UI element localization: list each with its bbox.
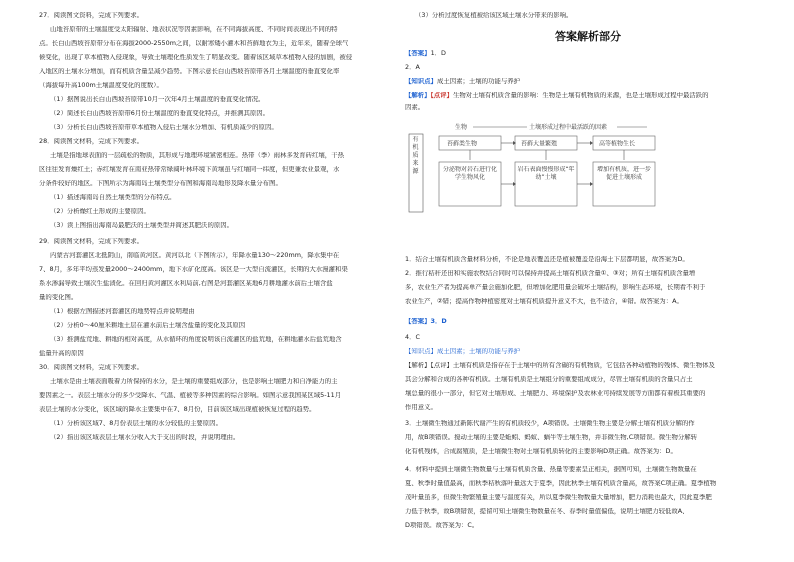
diagram-box-4-fo: [441, 166, 499, 204]
diagram-box-4-label: 分泌物对岩石进行化学生物风化: [442, 166, 497, 181]
diagram-box-3-label: 高等植物生长: [599, 140, 636, 148]
answer-tag: 【答案】: [405, 50, 431, 57]
explanation-line: 力低于秋季，故B项错误，提留可知土壤微生物数量在冬、春季时量值偏低，说明土壤肥力较低故A、: [405, 508, 689, 515]
text-line: 要因素之一。表层土壤水分的多少受降水、气温、植被等多种因素的综合影响。如图示意我国某区域5-11月: [39, 392, 342, 399]
diagram-box-5-fo: [517, 166, 575, 204]
text-line: 入地区的土壤水分增加，而有机质含量呈减少趋势。下图示意长白山西坡苔原带各月土壤温度的垂直变化率: [39, 68, 340, 75]
sub-question: （1）根据左图描述河套灌区的地势特点并说明理由: [50, 308, 195, 315]
sub-question: （3）读上图指出海南岛最肥沃的土壤类型并简述其肥沃的原因。: [50, 222, 234, 229]
diagram-box-6-label: 增加有机质，进一步促进土壤形成: [596, 166, 651, 181]
sub-question: （1）描述海南岛自然土壤类型的分布特点。: [50, 194, 176, 201]
diagram-side-label: 有机质来源: [412, 136, 419, 175]
knowledge-point-line: [405, 78, 520, 85]
text-line: 盐量升高的原因: [39, 350, 84, 357]
explanation-line: 作用意义。: [405, 404, 437, 411]
text-line: 内蒙古河套灌区北抵阴山，南临黄河区。黄河以北（下图所示），年降水量130～220mm，降水集中在: [50, 252, 340, 259]
text-line: 土壤水是由土壤表面吸着力所保持的水分，是土壤的重要组成部分，也是影响土壤肥力和自净能力的主: [50, 378, 338, 385]
text-line: （海拔每升高100m土壤温度变化的度数）。: [39, 82, 163, 89]
explanation-line: 用，故B项错误。搅动土壤的主要是蚯蚓、蚂蚁、蜗牛等土壤生物，并非微生物,C项错误。微生物分解转: [405, 434, 698, 441]
explanation-line: 2．推行秸秆还田和实施农牧结合同时可以保持并提高土壤有机质含量①、③对；所有土壤有机质含量增: [405, 270, 696, 277]
knowledge-point-line: 【知识点】成土因素；土壤的功能与养护: [405, 348, 521, 355]
sub-question: （1）分析该区域7、8月份表层土壤的水分较低的主要原因。: [50, 420, 222, 427]
answer-line: 4．C: [405, 334, 420, 341]
text-line: 量的变化图。: [39, 294, 78, 301]
answer-line: 【答案】3．D: [405, 318, 447, 325]
text-line: 表层土壤的水分变化，该区域的降水主要集中在7、8月份，目前该区域出现植被恢复过程的趋势。: [39, 406, 316, 413]
diagram-svg: [397, 120, 697, 216]
sub-question: （2）指出该区域表层土壤水分收入大于支出的时段，并说明理由。: [50, 434, 240, 441]
diagram-arrowhead: [590, 141, 593, 145]
soil-formation-diagram: [397, 120, 697, 216]
explanation-line: 壤总量的很小一部分，但它对土壤形成、土壤肥力、环境保护及农林业可持续发展等方面都有着极其重要的: [405, 390, 706, 397]
q30-heading: 30．阅读图文材料，完成下列要求。: [39, 364, 143, 371]
explanation-line: 夏、秋季时量值最高，而秋季秸秋落叶量远大于夏季，因此秋季土壤有机质含量高，故答案C项正确。夏季植物: [405, 480, 717, 487]
sub-question: （2）分析0～40厘米耕地土层在灌水前后土壤含盐量的变化及其原因: [50, 322, 246, 329]
explanation-line: 化有机残体，合成腐殖质，是土壤微生物对土壤有机质转化的主要影响D项正确。故答案为：D。: [405, 448, 677, 455]
explanation-line: 农业生产，②错；提高作物种植密度对土壤有机质提升意义不大，也不适合，④错。故答案为：A。: [405, 298, 683, 305]
q29-heading: 29．阅读图文材料，完成下列要求。: [39, 238, 143, 245]
analysis-line: [405, 92, 709, 99]
q27-heading: 27．阅读图文资料，完成下列要求。: [39, 12, 143, 19]
right-column: [397, 0, 794, 562]
text-line: 候变化，出现了草本植物入侵现象，导致土壤理化性质发生了明显改变。随着该区域草本植物入侵的加剧，被侵: [39, 54, 353, 61]
sub-question: （2）分析燥红土形成的主要原因。: [50, 208, 150, 215]
sub-question: （3）分析长白山西坡苔原带草本植物入侵后土壤水分增加、有机质减少的原因。: [50, 124, 278, 131]
diagram-box-6-fo: [595, 166, 653, 204]
explanation-line: 多，农业生产者为提高单产量会施加化肥，但增加化肥用量会破坏土壤结构，影响生态环境，长期看不利于: [405, 284, 706, 291]
text-line: 土壤是指地球表面的一层疏松的物质，其形成与地理环境紧密相连。热带（季）雨林多发育砖红壤，干热: [50, 152, 344, 159]
explanation-line: 其会分解和合成的各种有机质。土壤有机质是土壤组分的重要组成成分，尽管土壤有机质的含量只占土: [405, 376, 693, 383]
text-line: 系水渗漏导致土壤次生盐渍化。在回归黄河灌区水利局前,右图是河套灌区某地6月耕地灌水前后土壤含盐: [39, 280, 333, 287]
diagram-box-5-label: 岩石表面慢慢形成“年幼”土壤: [517, 166, 575, 181]
answer-value: 1．D: [430, 50, 446, 57]
answer-line: [405, 50, 446, 57]
analysis-text: 生物对土壤有机质含量的影响：生物是土壤有机物质的来源，也是土壤形成过程中最活跃的: [452, 92, 709, 99]
text-line: 分条件较好的地区。下图所示为海南岛土壤类型分布图和海南岛地形及降水量分布图。: [39, 180, 282, 187]
sub-question: （3）推测盐荒地、耕地的相对高度，从水循环的角度说明该自流灌区的盐荒地，在耕地灌水后盐荒地含: [50, 336, 342, 343]
diagram-top-left-label: 生物: [455, 124, 468, 131]
analysis-line: 因素。: [405, 104, 425, 111]
explanation-line: 1．结合土壤有机质含量材料分析，不论是地表覆盖还是植被覆盖是沿海土下层都明显，故答案为D。: [405, 256, 689, 263]
text-line: 山地苔原带的土壤温度受太阳辐射、地表状况等因素影响，在不同海拔高度、不同时间表现出不同的特: [50, 26, 338, 33]
comment-tag: 【点评】: [430, 92, 453, 99]
explanation-line: 4．材料中提到土壤微生物数量与土壤有机质含量、热量等要素呈正相关，据图可知，土壤微生物数量在: [405, 466, 697, 473]
diagram-box-1-label: 苔藓类生物: [447, 140, 478, 148]
diagram-top-center-label: 土壤形成过程中最活跃的因素: [529, 124, 608, 131]
knowledge-text: 成土因素；土壤的功能与养护: [436, 78, 521, 85]
text-line: 点。长白山西坡苔原带分布在海拔2000-2550m之间，以耐寒矮小灌木和苔藓地衣为主，近年来，随着全球气: [39, 40, 349, 47]
section-title: 答案解析部分: [555, 30, 621, 43]
explanation-line: 茂叶量虽多，但微生物繁殖量主要与温度有关，所以夏季微生物数量大量增加，肥力消耗也最大，因此夏季肥: [405, 494, 712, 501]
sub-question: （1）据图说出长白山西坡苔原带10月一次年4月土壤温度的垂直变化情况。: [50, 96, 265, 103]
sub-question: （3）分析过度恢复植被给该区域土壤水分带来的影响。: [415, 12, 573, 19]
explanation-line: 【解析】【点评】土壤有机质是指存在于土壤中的所有含碳的有机物质，它包括各种动植物的残体、微生物体及: [405, 362, 715, 369]
knowledge-tag: 【知识点】: [405, 78, 437, 85]
explanation-line: D项错误。故答案为：C。: [405, 522, 479, 529]
answer-line: 2．A: [405, 64, 420, 71]
text-line: 7、8月，多年平均蒸发量2000～2400mm，地下水矿化度高。该区是一大型自流灌区，长期的大水漫灌和渠: [39, 266, 348, 273]
diagram-box-2-label: 苔藓大量繁殖: [521, 140, 558, 148]
explanation-line: 3．土壤微生物通过新陈代谢产生的有机质较少，A项错误。土壤微生物主要是分解土壤有机质分解的作: [405, 420, 695, 427]
text-line: 区往往发育燥红土；赤红壤发育在南亚热带常绿阔叶林环境下黄壤虽与红壤同一纬度，但更兼农业景观，水: [39, 166, 340, 173]
analysis-tag: 【解析】: [405, 92, 431, 99]
diagram-side-fo: [409, 136, 423, 210]
sub-question: （2）简述长白山西坡苔原带6月份土壤温度的垂直变化特点，并推测其原因。: [50, 110, 270, 117]
diagram-arrowhead: [590, 182, 593, 186]
q28-heading: 28．阅读图文材料，完成下列要求。: [39, 138, 143, 145]
